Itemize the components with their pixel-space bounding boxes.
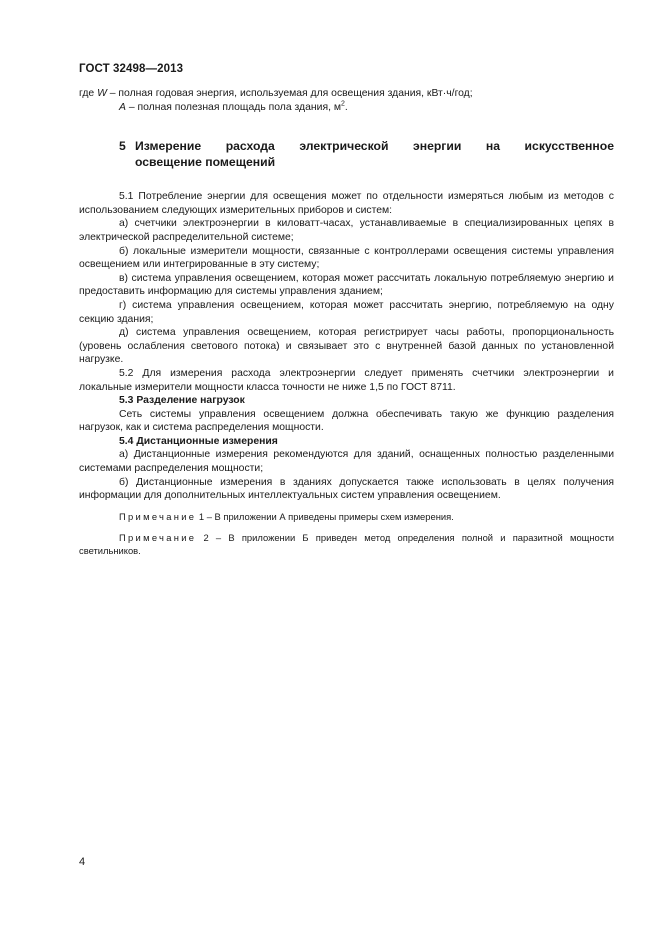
list-item-b: б) локальные измерители мощности, связанные с контроллерами освещения системы управления освещением или интегрированные в эту систему;	[79, 245, 614, 271]
note-1-text: 1 – В приложении А приведены примеры схем измерения.	[196, 510, 454, 522]
note-2-label: Примечание	[119, 532, 197, 544]
legend-a-end: .	[344, 101, 348, 113]
list-item-g: г) система управления освещением, которая может рассчитать энергию, потребляемую на одну секцию здания;	[79, 299, 614, 325]
subheading-5-4: 5.4 Дистанционные измерения	[119, 435, 278, 447]
note-2-text: 2 – В приложении Б приведен метод определения полной и паразитной мощности светильников.	[79, 532, 614, 556]
legend-a-sup: 2	[341, 100, 345, 108]
paragraph-5-1: 5.1 Потребление энергии для освещения может по отдельности измеряться любым из методов с использованием следующих измерительных приборов и систем:	[79, 191, 614, 216]
section-number: 5	[119, 139, 126, 154]
legend-w-symbol: W	[97, 88, 107, 99]
paragraph-5-3: Сеть системы управления освещением должна обеспечивать такую же функцию разделения нагрузок, как и система распределения мощности.	[79, 408, 614, 434]
section-heading	[79, 138, 614, 170]
note-1-label: Примечание	[119, 510, 197, 522]
section-title-line2: освещение помещений	[135, 155, 276, 170]
list-item-5-4-a: а) Дистанционные измерения рекомендуются для зданий, оснащенных полностью разделенными системами распределения мощности;	[79, 449, 614, 475]
subheading-5-3: 5.3 Разделение нагрузок	[119, 395, 245, 407]
standard-header: ГОСТ 32498—2013	[79, 63, 184, 75]
legend-a-text: – полная полезная площадь пола здания, м	[125, 101, 341, 113]
legend-a-symbol: А	[119, 101, 126, 113]
page-number: 4	[79, 856, 86, 868]
legend-w-text: – полная годовая энергия, используемая для освещения здания, кВт·ч/год;	[106, 88, 473, 99]
legend-a	[79, 101, 614, 115]
list-item-5-4-b: б) Дистанционные измерения в зданиях допускается также использовать в целях получения информации для дополнительных интеллектуальных систем управления освещением.	[79, 476, 614, 502]
paragraph-5-2: 5.2 Для измерения расхода электроэнергии следует применять счетчики электроэнергии и локальные измерители мощности класса точности не ниже 1,5 по ГОСТ 8711.	[79, 367, 614, 393]
list-item-d: д) система управления освещением, которая регистрирует часы работы, пропорциональность (уровень ослабления светового потока) и связывает это с внутренней базой данных по установленной нагрузке.	[79, 327, 614, 366]
legend-w	[79, 87, 614, 101]
note-1	[79, 511, 614, 523]
legend-w-prefix: где	[79, 88, 98, 99]
list-item-a: а) счетчики электроэнергии в киловатт-часах, устанавливаемые в специализированных цепях в электрической распределительной системе;	[79, 218, 614, 243]
list-item-v: в) система управления освещением, которая может рассчитать локальную потребляемую энергию и предоставить информацию для системы управления зданием;	[79, 272, 614, 298]
section-title-line1: Измерение расхода электрической энергии на искусственное	[135, 139, 614, 154]
page-content	[79, 87, 614, 557]
note-2	[79, 532, 614, 557]
